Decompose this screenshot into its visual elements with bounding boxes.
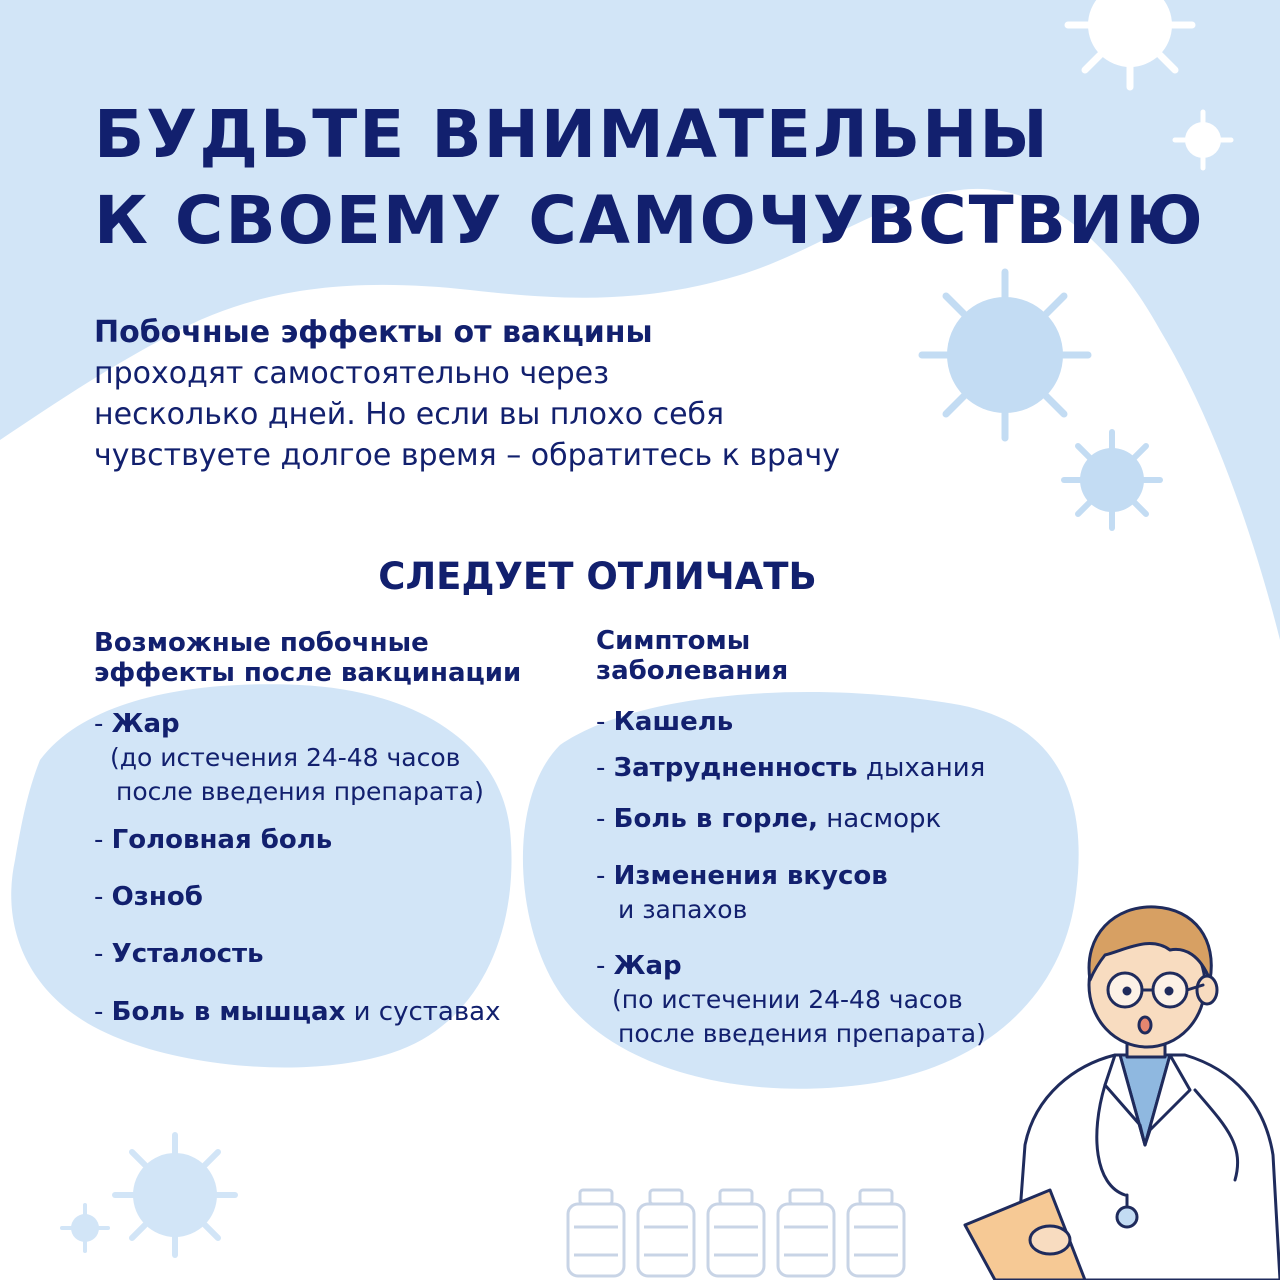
item-sub: (до истечения 24-48 часов <box>110 743 461 772</box>
item-normal: и суставах <box>353 997 501 1027</box>
symptoms-column <box>596 626 1036 1048</box>
heading-line: Симптомы <box>596 626 751 656</box>
side-effects-column <box>94 628 534 1027</box>
vaccine-jar-icon <box>638 1190 694 1276</box>
list-item: - Озноб <box>94 882 203 912</box>
heading-line: заболевания <box>596 656 789 686</box>
item-bold: Боль в горле, <box>613 804 818 834</box>
virus-icon <box>1064 432 1160 528</box>
vaccine-jar-icon <box>778 1190 834 1276</box>
vaccine-jar-icon <box>708 1190 764 1276</box>
page-title <box>94 92 1214 264</box>
item-normal: дыхания <box>865 753 986 783</box>
list-item: - Изменения вкусов и запахов <box>596 860 888 927</box>
intro-text <box>94 312 954 476</box>
list-item: - Затрудненность дыхания <box>596 753 986 783</box>
item-bold: Жар <box>111 709 180 739</box>
virus-icon <box>115 1135 235 1255</box>
symptoms-heading <box>596 626 1036 686</box>
item-bold: Изменения вкусов <box>613 861 888 891</box>
heading-line: эффекты после вакцинации <box>94 658 522 688</box>
item-sub: (по истечении 24-48 часов <box>612 985 963 1014</box>
item-normal: насморк <box>826 804 942 834</box>
item-sub: после введения препарата) <box>116 777 484 806</box>
heading-line: Возможные побочные <box>94 628 429 658</box>
virus-icon <box>62 1205 108 1251</box>
item-sub: после введения препарата) <box>618 1019 986 1048</box>
intro-line: проходят самостоятельно через <box>94 356 610 391</box>
item-sub: и запахов <box>618 895 748 924</box>
list-item: - Боль в горле, насморк <box>596 804 942 834</box>
vaccine-jars <box>560 1185 920 1280</box>
list-item: - Усталость <box>94 939 264 969</box>
list-item: - Кашель <box>596 707 734 737</box>
list-item: - Боль в мышцах и суставах <box>94 997 501 1027</box>
list-item: - Жар (до истечения 24-48 часов после введения препарата) <box>94 708 484 809</box>
doctor-illustration <box>955 895 1280 1280</box>
title-line-1: БУДЬТЕ ВНИМАТЕЛЬНЫ <box>94 96 1050 173</box>
title-line-2: К СВОЕМУ САМОЧУВСТВИЮ <box>94 182 1205 259</box>
vaccine-jar-icon <box>568 1190 624 1276</box>
list-item: - Жар (по истечении 24-48 часов после введения препарата) <box>596 950 986 1051</box>
intro-lead: Побочные эффекты от вакцины <box>94 315 653 350</box>
item-bold: Жар <box>613 951 682 981</box>
intro-line: несколько дней. Но если вы плохо себя <box>94 397 725 432</box>
vaccine-jar-icon <box>848 1190 904 1276</box>
side-effects-heading <box>94 628 534 688</box>
intro-line: чувствуете долгое время – обратитесь к врачу <box>94 438 840 473</box>
item-bold: Затрудненность <box>613 753 858 783</box>
item-bold: Головная боль <box>111 825 333 855</box>
item-bold: Усталость <box>111 939 264 969</box>
list-item: - Головная боль <box>94 825 333 855</box>
item-bold: Озноб <box>111 882 203 912</box>
item-bold: Боль в мышцах <box>111 997 346 1027</box>
item-bold: Кашель <box>613 707 734 737</box>
section-title: СЛЕДУЕТ ОТЛИЧАТЬ <box>378 555 817 598</box>
